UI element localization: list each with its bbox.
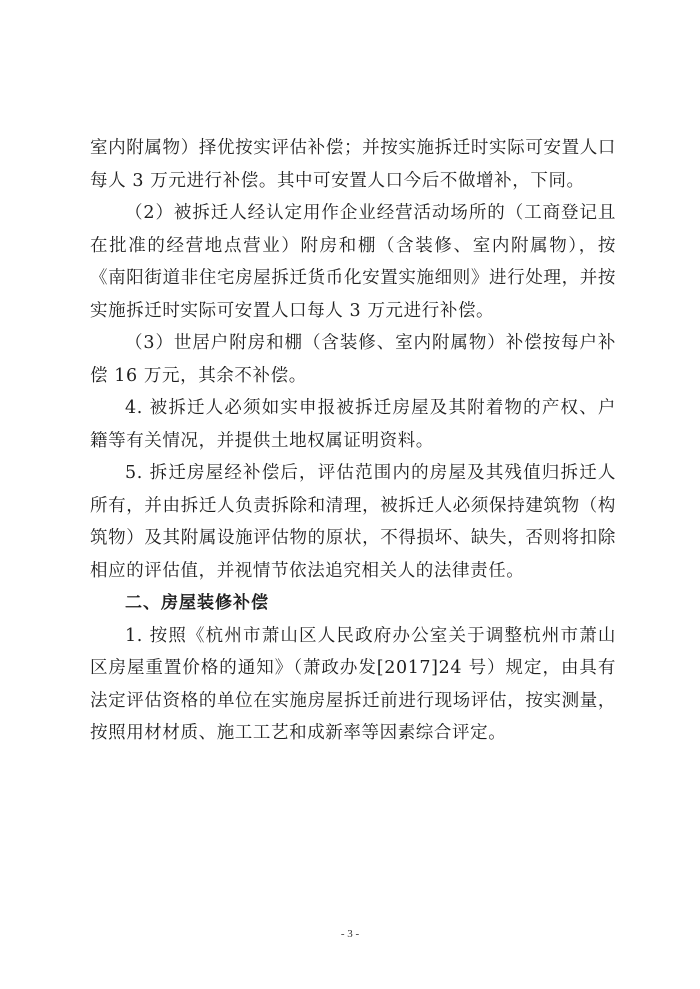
- paragraph-clause-4: 4. 被拆迁人必须如实申报被拆迁房屋及其附着物的产权、户籍等有关情况，并提供土地权属证明资料。: [90, 398, 616, 451]
- paragraph-item-2: （2）被拆迁人经认定用作企业经营活动场所的（工商登记且在批准的经营地点营业）附房和棚（含装修、室内附属物），按《南阳街道非住宅房屋拆迁货币化安置实施细则》进行处理，并按实施拆迁时实际可安置人口每人 3 万元进行补偿。: [90, 203, 616, 321]
- document-body: [90, 132, 616, 750]
- paragraph-continuation: 室内附属物）择优按实评估补偿；并按实施拆迁时实际可安置人口每人 3 万元进行补偿。其中可安置人口今后不做增补，下同。: [90, 138, 616, 191]
- paragraph-item-3: （3）世居户附房和棚（含装修、室内附属物）补偿按每户补偿 16 万元，其余不补偿。: [90, 333, 616, 386]
- section-heading: 二、房屋装修补偿: [125, 593, 269, 613]
- page-number: - 3 -: [340, 928, 360, 940]
- paragraph-clause-5: 5. 拆迁房屋经补偿后，评估范围内的房屋及其残值归拆迁人所有，并由拆迁人负责拆除和清理，被拆迁人必须保持建筑物（构筑物）及其附属设施评估物的原状，不得损坏、缺失，否则将扣除相应的评估值，并视情节依法追究相关人的法律责任。: [90, 463, 616, 581]
- paragraph-section-clause-1: 1. 按照《杭州市萧山区人民政府办公室关于调整杭州市萧山区房屋重置价格的通知》（萧政办发[2017]24 号）规定，由具有法定评估资格的单位在实施房屋拆迁前进行现场评估，按实测量，按照用材材质、施工工艺和成新率等因素综合评定。: [90, 625, 616, 743]
